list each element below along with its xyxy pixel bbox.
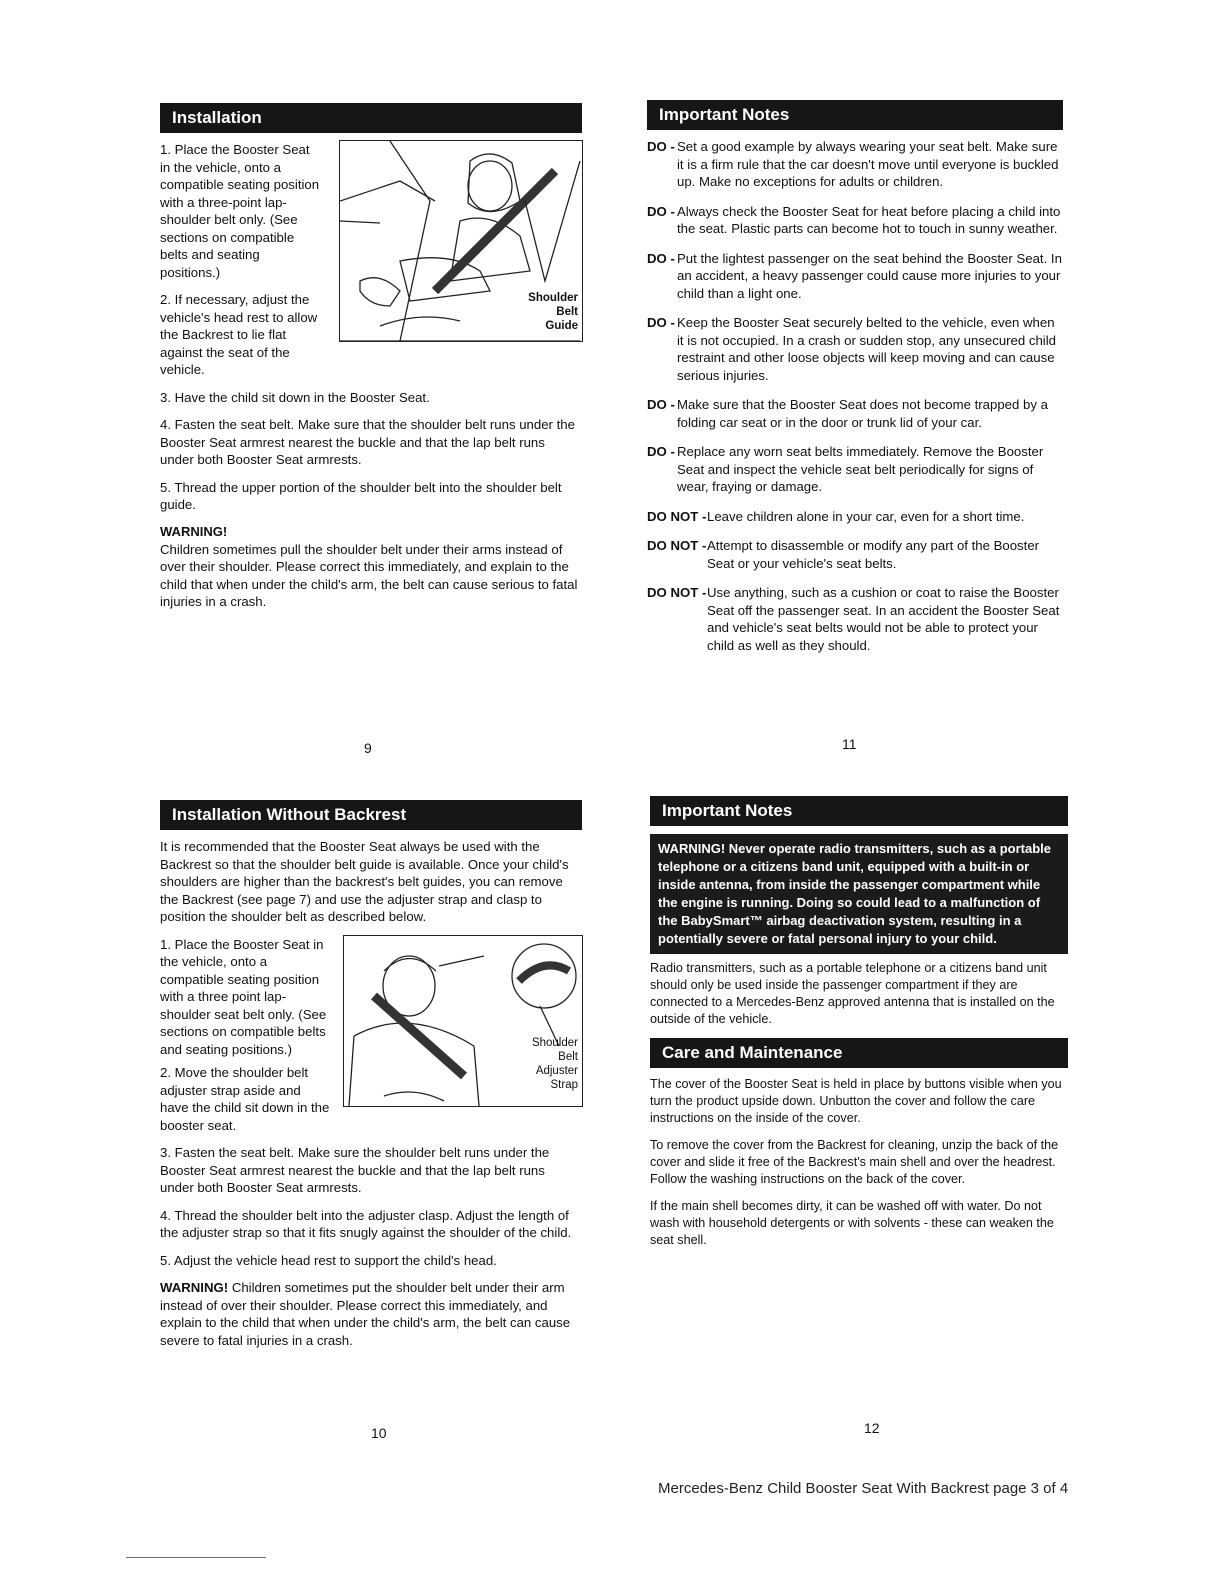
important-notes-header: Important Notes	[647, 100, 1063, 130]
care-maintenance-header: Care and Maintenance	[650, 1038, 1068, 1068]
document-footer: Mercedes-Benz Child Booster Seat With Backrest page 3 of 4	[658, 1480, 1069, 1497]
p9-step-2: 2. If necessary, adjust the vehicle's head rest to allow the Backrest to lie flat against the seat of the vehicle.	[160, 292, 318, 377]
p10-warning-title: WARNING!	[160, 1280, 229, 1295]
care-paragraph-3: If the main shell becomes dirty, it can be washed off with water. Do not wash with household detergents or with solvents - these can weaken the seat shell.	[650, 1199, 1054, 1247]
p9-warning-title: WARNING!	[160, 523, 228, 539]
shoulder-belt-adjuster-strap-label	[532, 1036, 578, 1092]
page-number-9: 9	[364, 740, 372, 756]
p9-step-5: 5. Thread the upper portion of the shoulder belt into the shoulder belt guide.	[160, 479, 562, 512]
do-not-tag: DO NOT -	[647, 508, 707, 524]
do-not-item	[647, 508, 1063, 526]
caption-line: Shoulder	[531, 1037, 578, 1049]
do-not-tag: DO NOT -	[647, 585, 707, 600]
do-tag: DO -	[647, 139, 675, 154]
do-text: Put the lightest passenger on the seat behind the Booster Seat. In an accident, a heavy passenger could cause more injuries to your child than a light one.	[677, 250, 1062, 301]
caption-line: Belt	[556, 306, 578, 318]
p9-step-3: 3. Have the child sit down in the Booster Seat.	[160, 389, 430, 405]
p10-step-2: 2. Move the shoulder belt adjuster strap aside and have the child sit down in the booster seat.	[160, 1065, 330, 1133]
care-paragraph-2: To remove the cover from the Backrest for cleaning, unzip the back of the cover and slide it free of the Backrest's main shell and over the headrest. Follow the washing instructions on the back of the cover.	[650, 1138, 1059, 1186]
p10-step-1: 1. Place the Booster Seat in the vehicle, onto a compatible seating position with a three point lap-shoulder seat belt only. (See sections on compatible belts and seating positions.)	[160, 936, 327, 1057]
radio-transmitters-text: Radio transmitters, such as a portable telephone or a citizens band unit should only be used inside the passenger compartment if they are connected to a Mercedes-Benz approved antenna that is installed on the outside of the vehicle.	[650, 961, 1055, 1026]
page-number-11: 11	[842, 736, 857, 752]
do-text: Keep the Booster Seat securely belted to the vehicle, even when it is not occupied. In a crash or sudden stop, any unsecured child restraint and other loose objects will keep moving and can cause serious injuries.	[677, 315, 1056, 383]
do-not-text: Use anything, such as a cushion or coat to raise the Booster Seat off the passenger seat. In an accident the Booster Seat and vehicle's seat belts would not be able to protect your child as well as they should.	[707, 585, 1060, 653]
do-item	[647, 138, 1063, 191]
caption-line: Guide	[545, 320, 578, 332]
page-number-12: 12	[864, 1420, 880, 1436]
booster-seat-figure	[339, 140, 583, 342]
installation-without-backrest-header: Installation Without Backrest	[160, 800, 582, 830]
do-not-text: Leave children alone in your car, even for a short time.	[707, 508, 1025, 524]
page-number-10: 10	[371, 1425, 387, 1441]
p10-intro: It is recommended that the Booster Seat always be used with the Backrest so that the shoulder belt guide is available. Once your child's shoulders are higher than the backrest's belt guides, you can remove the Backrest (see page 7) and use the adjuster strap and clasp to position the shoulder belt as described below.	[160, 839, 569, 924]
p10-step-5: 5. Adjust the vehicle head rest to support the child's head.	[160, 1252, 497, 1268]
p9-step-1: 1. Place the Booster Seat in the vehicle, onto a compatible seating position with a three-point lap-shoulder belt only. (See sections on compatible belts and seating positions.)	[160, 142, 320, 280]
do-not-item	[647, 584, 1063, 654]
radio-transmitter-warning-box: WARNING! Never operate radio transmitters, such as a portable telephone or a citizens band unit, equipped with a built-in or inside antenna, from inside the passenger compartment while the engine is running. Doing so could lead to a malfunction of the BabySmart™ airbag deactivation system, resulting in a potentially severe or fatal personal injury to your child.	[650, 834, 1068, 954]
do-tag: DO -	[647, 250, 675, 266]
page-12	[650, 796, 1068, 1259]
p9-step-4: 4. Fasten the seat belt. Make sure that the shoulder belt runs under the Booster Seat armrest nearest the buckle and that the lap belt runs under both Booster Seat armrests.	[160, 417, 575, 467]
shoulder-belt-guide-label	[528, 291, 578, 333]
do-text: Make sure that the Booster Seat does not become trapped by a folding car seat or in the door or trunk lid of your car.	[677, 397, 1048, 430]
do-not-list	[647, 508, 1063, 655]
caption-line: Shoulder	[528, 292, 578, 304]
do-tag: DO -	[647, 397, 675, 412]
do-item	[647, 314, 1063, 384]
caption-line: Adjuster	[535, 1065, 578, 1077]
important-notes-header-2: Important Notes	[650, 796, 1068, 826]
bottom-divider	[126, 1557, 266, 1558]
do-tag: DO -	[647, 444, 675, 459]
p10-warning	[160, 1279, 582, 1349]
installation-header: Installation	[160, 103, 582, 133]
adjuster-strap-figure	[343, 935, 583, 1107]
caption-line: Strap	[550, 1079, 578, 1091]
caption-line: Belt	[558, 1051, 578, 1063]
p10-warning-text: Children sometimes put the shoulder belt under their arm instead of over their shoulder. Please correct this immediately, and explain to the child that when under the child's arm, the belt can cause severe to fatal injuries in a crash.	[160, 1280, 571, 1348]
do-item	[647, 396, 1063, 431]
do-tag: DO -	[647, 203, 675, 219]
p10-step-3: 3. Fasten the seat belt. Make sure the shoulder belt runs under the Booster Seat armrest nearest the buckle and that the lap belt runs under both Booster Seat armrests.	[160, 1145, 550, 1195]
do-not-text: Attempt to disassemble or modify any part of the Booster Seat or your vehicle's seat belts.	[707, 538, 1040, 571]
do-text: Replace any worn seat belts immediately. Remove the Booster Seat and inspect the vehicle seat belt periodically for signs of wear, fraying or damage.	[677, 444, 1044, 494]
do-list	[647, 138, 1063, 496]
do-item	[647, 203, 1063, 238]
p9-warning-text: Children sometimes pull the shoulder belt under their arms instead of over their shoulder. Please correct this immediately, and explain to the child that when under the child's arm, the belt can cause serious to fatal injuries in a crash.	[160, 541, 578, 609]
do-item	[647, 443, 1063, 496]
p10-step-4: 4. Thread the shoulder belt into the adjuster clasp. Adjust the length of the adjuster strap so that it fits snugly against the shoulder of the child.	[160, 1207, 572, 1240]
do-text: Always check the Booster Seat for heat before placing a child into the seat. Plastic parts can become hot to touch in sunny weather.	[677, 203, 1061, 236]
do-not-item	[647, 537, 1063, 572]
care-paragraph-1: The cover of the Booster Seat is held in place by buttons visible when you turn the product upside down. Unbutton the cover and follow the care instructions on the inside of the cover.	[650, 1077, 1062, 1125]
do-text: Set a good example by always wearing your seat belt. Make sure it is a firm rule that the car doesn't move until everyone is buckled up. Make no exceptions for adults or children.	[677, 139, 1059, 189]
do-tag: DO -	[647, 315, 675, 330]
do-item	[647, 250, 1063, 303]
page-11	[647, 100, 1063, 666]
do-not-tag: DO NOT -	[647, 538, 707, 553]
